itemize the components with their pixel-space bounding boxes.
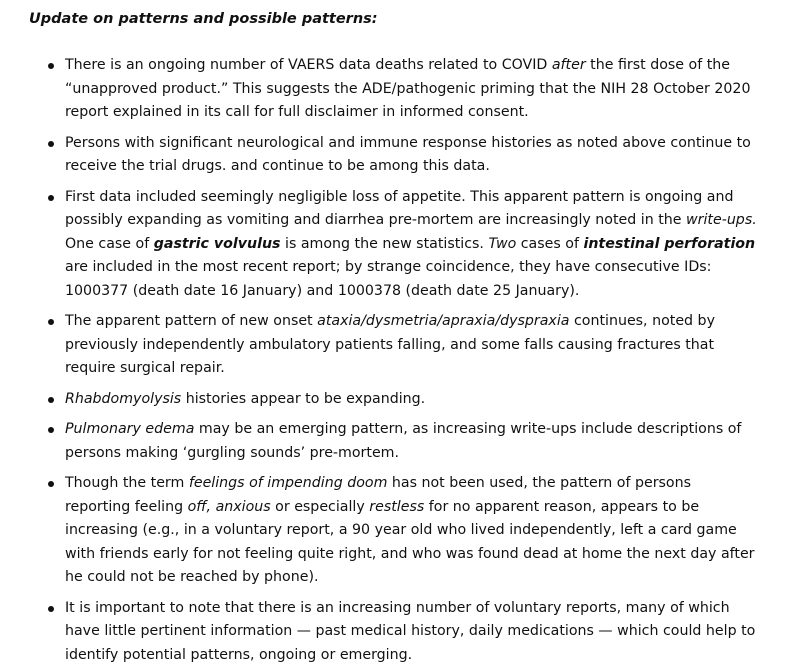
- text-segment: It is important to note that there is an increasing number of voluntary reports, many of which have little pertinent information — past medical history, daily medications — which could help to identify potential patterns, ongoing or emerging.: [65, 600, 755, 663]
- text-segment: is among the new statistics.: [281, 236, 489, 252]
- text-segment: or especially: [271, 499, 370, 515]
- text-segment: for no apparent reason, appears to be increasing (e.g., in a voluntary report, a 90 year old who lived independently, left a card game with friends early for not feeling quite right, and who was found dead at home the next day after he could not be reached by phone).: [65, 499, 755, 586]
- list-item: [29, 186, 757, 304]
- text-segment: Though the term: [65, 475, 189, 491]
- section-heading: Update on patterns and possible patterns:: [29, 9, 790, 29]
- text-segment: intestinal perforation: [583, 236, 755, 252]
- text-segment: The apparent pattern of new onset: [65, 313, 317, 329]
- text-segment: Pulmonary edema: [65, 421, 194, 437]
- bullet-list: [29, 54, 790, 667]
- text-segment: histories appear to be expanding.: [181, 391, 425, 407]
- text-segment: Persons with significant neurological and immune response histories as noted above continue to receive the trial drugs. and continue to be among this data.: [65, 135, 751, 175]
- text-segment: has not been used, the pattern of persons reporting feeling: [65, 475, 691, 515]
- text-segment: Rhabdomyolysis: [65, 391, 181, 407]
- text-segment: continues, noted by previously independently ambulatory patients falling, and some falls causing fractures that require surgical repair.: [65, 313, 715, 376]
- text-segment: First data included seemingly negligible loss of appetite. This apparent pattern is ongoing and possibly expanding as vomiting and diarrhea pre-mortem are increasingly noted in the: [65, 189, 734, 229]
- text-segment: off, anxious: [188, 499, 271, 515]
- text-segment: gastric volvulus: [154, 236, 281, 252]
- text-segment: There is an ongoing number of VAERS data deaths related to COVID: [65, 57, 552, 73]
- list-item: [29, 418, 757, 465]
- list-item: [29, 597, 757, 667]
- text-segment: Two: [488, 236, 516, 252]
- list-item: [29, 54, 757, 125]
- text-segment: the first dose of the “unapproved product.” This suggests the ADE/pathogenic priming that the NIH 28 October 2020 report explained in its call for full disclaimer in informed consent.: [65, 57, 750, 120]
- text-segment: may be an emerging pattern, as increasing write-ups include descriptions of persons making ‘gurgling sounds’ pre-mortem.: [65, 421, 741, 461]
- list-item: [29, 388, 757, 412]
- text-segment: cases of: [516, 236, 583, 252]
- text-segment: One case of: [65, 236, 154, 252]
- text-segment: write-ups.: [686, 212, 757, 228]
- list-item: [29, 472, 757, 590]
- text-segment: ataxia/dysmetria/apraxia/dyspraxia: [317, 313, 569, 329]
- list-item: [29, 310, 757, 381]
- list-item: [29, 132, 757, 179]
- text-segment: restless: [369, 499, 424, 515]
- text-segment: feelings of impending doom: [189, 475, 388, 491]
- text-segment: are included in the most recent report; by strange coincidence, they have consecutive IDs: 1000377 (death date 16 January) and 1000378 (death date 25 January).: [65, 259, 711, 299]
- text-segment: after: [552, 57, 586, 73]
